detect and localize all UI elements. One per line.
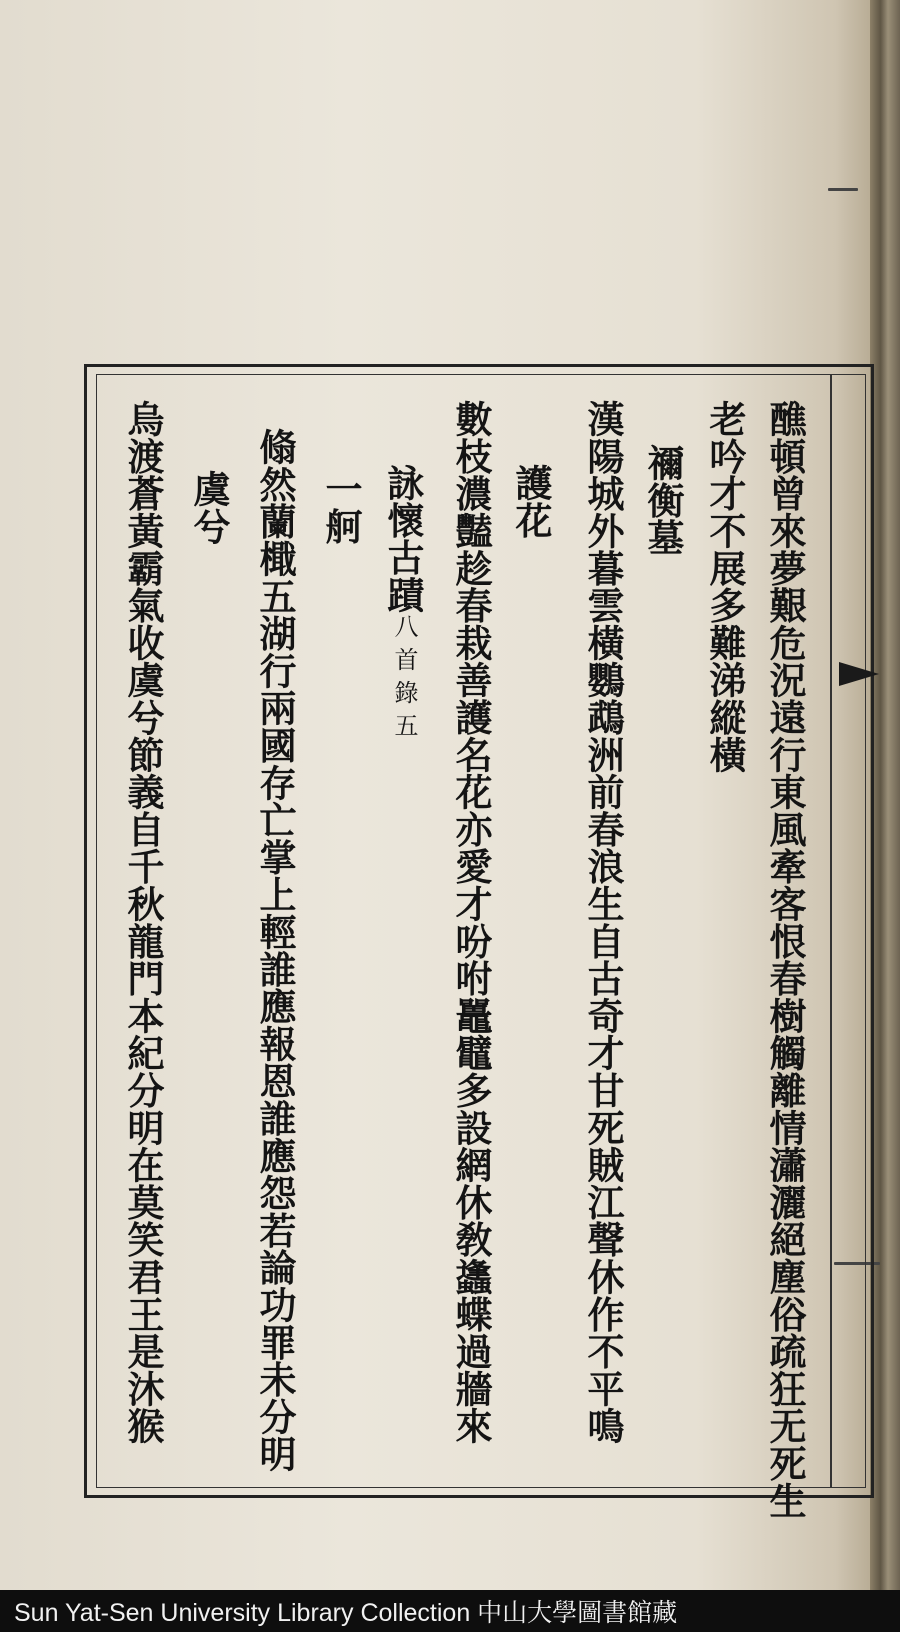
poem-title-hu-hua: 護花 (509, 464, 553, 539)
text-column-11: 烏渡蒼黃霸氣收虞兮節義自千秋龍門本紀分明在莫笑君王是沐猴 (121, 400, 165, 1445)
text-column-1: 醮頓曾來夢艱危況遠行東風牽客恨春樹觸離情瀟灑絕塵俗疏狂无死生 (763, 400, 807, 1519)
banxin-rule (830, 374, 832, 1488)
fish-tail-mark (839, 662, 879, 686)
library-credit-text: Sun Yat-Sen University Library Collection 中山大學圖書館藏 (14, 1599, 678, 1627)
poem-title-yu-xi: 虞兮 (187, 470, 231, 545)
edge-mark-top (828, 188, 858, 191)
poem-series-note: 八首錄五 (390, 614, 418, 746)
poem-series-title: 詠懷古蹟 (381, 464, 425, 614)
text-column-4: 漢陽城外暮雲橫鸚鵡洲前春浪生自古奇才甘死賊江聲休作不平鳴 (581, 400, 625, 1445)
book-spine (870, 0, 900, 1632)
poem-title-mi-heng-tomb: 禰衡墓 (641, 444, 685, 556)
text-column-2: 老吟才不展多難涕縱橫 (703, 400, 747, 773)
text-column-9: 翛然蘭檝五湖行兩國存亡掌上輕誰應報恩誰應怨若論功罪未分明 (253, 428, 297, 1473)
library-credit-bar (0, 1590, 900, 1632)
poem-title-yi-ge: 一舸 (319, 470, 363, 545)
text-column-6: 數枝濃豔趁春栽善護名花亦愛才吩咐鼉鼊多設網休敎蠭蝶過牆來 (449, 400, 493, 1445)
